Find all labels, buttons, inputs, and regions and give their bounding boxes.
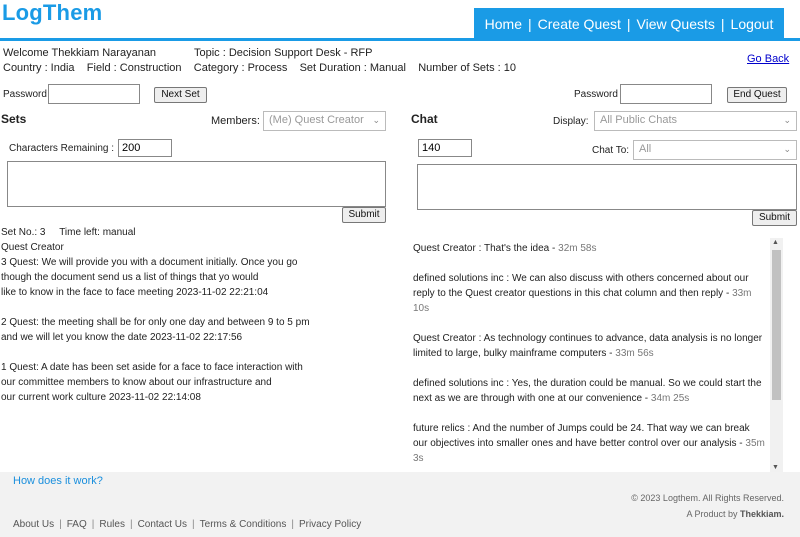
chevron-down-icon: ⌄ — [783, 115, 791, 125]
country-text: Country : India — [3, 62, 75, 74]
chat-to-select[interactable] — [633, 140, 797, 160]
chat-to-select-value: All — [639, 143, 652, 155]
number-of-sets-text: Number of Sets : 10 — [418, 62, 517, 74]
end-quest-button[interactable]: End Quest — [727, 87, 787, 103]
footer-link-terms[interactable]: Terms & Conditions — [199, 519, 287, 530]
nav-view-quests[interactable]: View Quests — [636, 16, 715, 32]
members-label: Members: — [211, 115, 260, 127]
chat-message-text: Quest Creator : As technology continues to advance, data analysis is no longer limited to large, bulky mainframe computers - — [413, 333, 763, 359]
chevron-down-icon: ⌄ — [783, 144, 791, 154]
chat-message-time: 32m 58s — [558, 243, 597, 254]
next-set-button[interactable]: Next Set — [154, 87, 207, 103]
top-nav — [474, 8, 784, 40]
chat-scrollbar[interactable] — [770, 238, 783, 472]
footer-separator: | — [59, 519, 62, 530]
chat-message-text: future relics : And the number of Jumps could be 24. That way we can break our objectives into smaller ones and have better control over our analysis - — [413, 423, 750, 449]
set-entry: 3 Quest: We will provide you with a document initially. Once you go though the document send us a list of things that yo would like to know in the face to face meeting 2023-11-02 22:21:04 — [1, 257, 298, 298]
chat-message-time: 33m 10s — [413, 288, 752, 314]
chat-message — [413, 421, 765, 466]
set-creator: Quest Creator — [1, 242, 64, 253]
scroll-up-icon[interactable]: ▲ — [772, 239, 779, 246]
quest-info — [3, 46, 516, 76]
footer-link-about[interactable]: About Us — [13, 519, 55, 530]
chat-message-time: 34m 25s — [650, 393, 690, 404]
nav-separator: | — [528, 16, 532, 32]
nav-home[interactable]: Home — [484, 16, 522, 32]
go-back-link[interactable]: Go Back — [747, 53, 790, 65]
characters-remaining-label: Characters Remaining : — [9, 143, 115, 154]
topic-text: Topic : Decision Support Desk - RFP — [193, 47, 373, 59]
chat-message — [413, 376, 765, 406]
logo[interactable]: LogThem — [2, 0, 103, 25]
footer-separator: | — [91, 519, 95, 530]
chat-message — [413, 271, 765, 316]
display-select[interactable] — [594, 111, 797, 131]
footer-link-rules[interactable]: Rules — [99, 519, 125, 530]
chat-log[interactable] — [408, 238, 770, 468]
chat-characters-field — [418, 139, 472, 157]
display-select-value: All Public Chats — [600, 114, 678, 126]
chat-message-time: 35m 3s — [413, 438, 765, 464]
how-does-it-work-link[interactable]: How does it work? — [13, 475, 103, 487]
field-text: Field : Construction — [86, 62, 182, 74]
footer — [0, 472, 800, 537]
nav-separator: | — [720, 16, 725, 32]
chat-message-text: defined solutions inc : Yes, the duration could be manual. So we could start the next as we are through with one at our convenience - — [413, 378, 762, 404]
footer-separator: | — [192, 519, 195, 530]
chat-heading: Chat — [411, 112, 438, 126]
end-password-input[interactable] — [620, 84, 712, 104]
set-entry: 2 Quest: the meeting shall be for only one day and between 9 to 5 pm and we will let you know the date 2023-11-02 22:17:56 — [1, 317, 310, 343]
duration-text: Set Duration : Manual — [299, 62, 406, 74]
copyright-block — [631, 490, 784, 522]
display-label: Display: — [553, 116, 589, 127]
nav-logout[interactable]: Logout — [730, 16, 774, 32]
chat-message-text: defined solutions inc : We can also discuss with others concerned about our reply to the Quest creator questions in this chat column and then reply - — [413, 273, 749, 299]
chat-textarea[interactable] — [417, 164, 797, 210]
quest-textarea[interactable] — [7, 161, 386, 207]
nav-separator: | — [626, 16, 631, 32]
characters-remaining-field — [118, 139, 172, 157]
footer-separator: | — [291, 519, 294, 530]
sets-log — [1, 225, 391, 420]
time-left: Time left: manual — [59, 227, 136, 238]
product-brand: Thekkiam. — [739, 509, 784, 519]
chat-message — [413, 241, 765, 256]
sets-submit-button[interactable]: Submit — [342, 207, 386, 223]
chat-message-time: 33m 56s — [615, 348, 654, 359]
header-divider — [0, 38, 800, 41]
footer-link-privacy[interactable]: Privacy Policy — [298, 519, 362, 530]
copyright-text: © 2023 Logthem. All Rights Reserved. — [631, 493, 784, 503]
end-password-label: Password — [574, 89, 618, 100]
set-number: Set No.: 3 — [1, 227, 46, 238]
chat-to-label: Chat To: — [592, 145, 630, 156]
product-prefix: A Product by — [686, 509, 740, 519]
set-entry: 1 Quest: A date has been set aside for a face to face interaction with our committee members to know about our infrastructure and our current work culture 2023-11-02 22:14:08 — [1, 362, 303, 403]
footer-link-contact[interactable]: Contact Us — [137, 519, 188, 530]
footer-separator: | — [129, 519, 133, 530]
scroll-thumb[interactable] — [772, 250, 781, 400]
chat-message — [413, 331, 765, 361]
sets-heading: Sets — [1, 112, 27, 126]
members-select-value: (Me) Quest Creator — [269, 114, 364, 126]
footer-links — [13, 519, 361, 530]
password-label: Password — [3, 89, 47, 100]
welcome-text: Welcome Thekkiam Narayanan — [3, 47, 157, 59]
category-text: Category : Process — [193, 62, 288, 74]
chat-message-text: Quest Creator : That's the idea - — [413, 243, 559, 254]
scroll-down-icon[interactable]: ▼ — [772, 464, 779, 471]
password-input[interactable] — [48, 84, 140, 104]
chevron-down-icon: ⌄ — [372, 115, 380, 125]
footer-link-faq[interactable]: FAQ — [66, 519, 87, 530]
nav-create-quest[interactable]: Create Quest — [537, 16, 621, 32]
chat-submit-button[interactable]: Submit — [752, 210, 797, 226]
members-select[interactable] — [263, 111, 386, 131]
